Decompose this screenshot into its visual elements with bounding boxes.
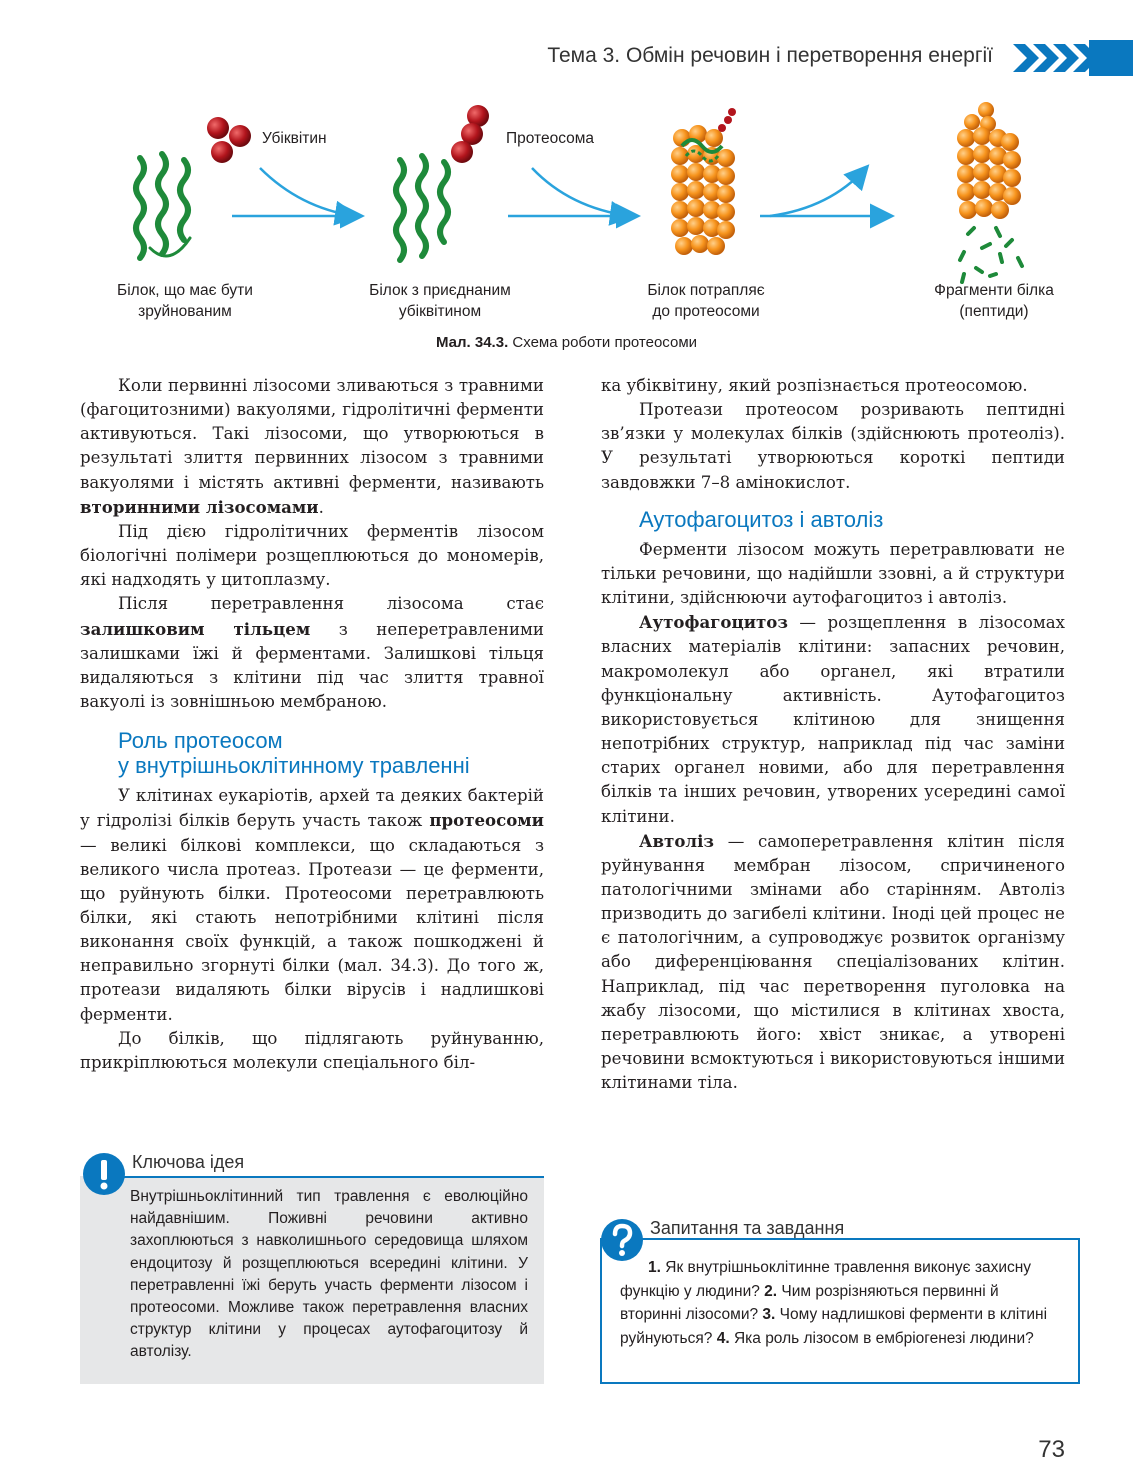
chevrons-right-icon	[1011, 40, 1133, 76]
section-heading-proteasomes: Роль протеосом у внутрішньоклітинному травленні	[118, 728, 470, 779]
paragraph: Після перетравлення лізосома стає залишковим тільцем з неперетравленими залишками їжі й ферментами. Залишкові тільця видаляються з клітини під час злиття травної вакуолі із зовнішньою мембраною.	[80, 594, 544, 712]
proteasome-figure	[0, 98, 1133, 368]
section-heading-autophagy: Аутофагоцитоз і автоліз	[639, 506, 884, 532]
arrow-3-icon	[760, 168, 890, 216]
peptide-fragments-icon	[960, 228, 1022, 282]
paragraph: У клітинах еукаріотів, архей та деяких бактерій у гідролізі білків беруть участь також протеосоми — великі білкові комплекси, що складаються з великого числа протеаз. Протеази — це ферменти, що руйнують білки. Протеосоми перетравлюють білки, які стають непотрібними клітині після виконання своїх функцій, а також пошкоджені й неправильно згорнуті білки (мал. 34.3). До того ж, протеази видаляють білки вірусів і надлишкові ферменти.	[80, 786, 544, 1024]
protein-2-icon	[396, 156, 448, 260]
paragraph: Коли первинні лізосоми зливаються з травними (фагоцитозними) вакуолями, гідролітичні ферменти активуються. Такі лізосоми, що утворюються в результаті злиття первинних лізосом з травними вакуолями і містять активні ферменти, називають вторинними лізосомами.	[80, 376, 544, 517]
paragraph: Аутофагоцитоз — розщеплення в лізосомах власних матеріалів клітини: запасних речовин, макромолекул або органел, які втратили функціональну активність. Аутофагоцитоз використовується клітиною для знищення непотрібних структур, наприклад під час заміни старих органел новими, або для перетравлення білків та інших речовин, утворених усередині самої клітини.	[601, 612, 1065, 826]
questions-text: 1. Як внутрішньоклітинне травлення виконує захисну функцію у людини? 2. Чим розрізняються первинні й вторинні лізосоми? 3. Чому надлишкові ферменти в клітині руйнуються? 4. Яка роль лізосом в ембріогенезі людини?	[620, 1259, 1048, 1347]
ubiquitin-molecules-icon	[207, 117, 251, 163]
right-column	[601, 374, 1065, 1095]
questions-title: Запитання та завдання	[650, 1218, 845, 1238]
page-number: 73	[1038, 1436, 1065, 1463]
arrow-2-icon	[508, 168, 636, 216]
ubiquitin-chain-icon	[451, 105, 489, 163]
ubiquitin-label: Убіквітин	[262, 130, 327, 147]
paragraph: До білків, що підлягають руйнуванню, прикріплюються молекули спеціального біл-	[80, 1028, 544, 1072]
proteasome-label: Протеосома	[506, 130, 595, 147]
left-column	[80, 374, 544, 1075]
key-idea-box	[80, 1152, 544, 1384]
step-caption-4: Фрагменти білка (пептиди)	[934, 282, 1054, 320]
page-header	[0, 40, 1133, 80]
proteasome-free-icon	[957, 102, 1021, 219]
paragraph: Автоліз — самоперетравлення клітин після руйнування мембран лізосом, спричиненого патологічними змінами або старінням. Автоліз призводить до загибелі клітини. Іноді цей процес не є патологічним, а супроводжує розвиток організму або диференціювання спеціалізованих клітин. Наприклад, під час перетворення пуголовка на жабу лізосоми, що містилися в клітинах хвоста, перетравлюють його: хвіст зникає, а утворені речовини всмоктуються і використовуються іншими клітинами тіла.	[601, 830, 1065, 1093]
questions-box	[600, 1214, 1080, 1384]
step-caption-2: Білок з приєднаним убіквітином	[369, 282, 511, 320]
figure-caption: Мал. 34.3. Схема роботи протеосоми	[435, 334, 698, 351]
key-idea-text: Внутрішньоклітинний тип травлення є еволюційно найдавнішим. Поживні речовини активно захоплюються з навколишнього середовища шляхом ендоцитозу й розщеплюються всередині клітини. У перетравленні їжі беруть участь ферменти лізосом і протеосоми. Можливе також перетравлення власних структур клітини у процесах аутофагоцитозу й автолізу.	[130, 1188, 528, 1361]
paragraph: Протеази протеосом розривають пептидні зв’язки у молекулах білків (здійснюють протеоліз). У результаті утворюються короткі пептиди завдовжки 7–8 амінокислот.	[601, 400, 1065, 492]
arrow-1-icon	[232, 168, 360, 216]
paragraph: Під дією гідролітичних ферментів лізосом біологічні полімери розщеплюються до мономерів, які надходять у цитоплазму.	[80, 521, 544, 590]
step-caption-1: Білок, що має бути зруйнованим	[117, 282, 253, 320]
key-idea-title: Ключова ідея	[132, 1152, 245, 1172]
paragraph: Ферменти лізосом можуть перетравлювати не тільки речовини, що надійшли ззовні, а й структури клітини, здійснюючи аутофагоцитоз і автоліз.	[601, 539, 1065, 608]
protein-1-icon	[136, 154, 190, 258]
step-caption-3: Білок потрапляє до протеосоми	[647, 282, 765, 320]
paragraph: ка убіквітину, який розпізнається протеосомою.	[601, 376, 1028, 395]
exclamation-icon	[82, 1152, 126, 1196]
proteasome-icon	[671, 108, 736, 255]
topic-title: Тема 3. Обмін речовин і перетворення енергії	[547, 44, 993, 67]
